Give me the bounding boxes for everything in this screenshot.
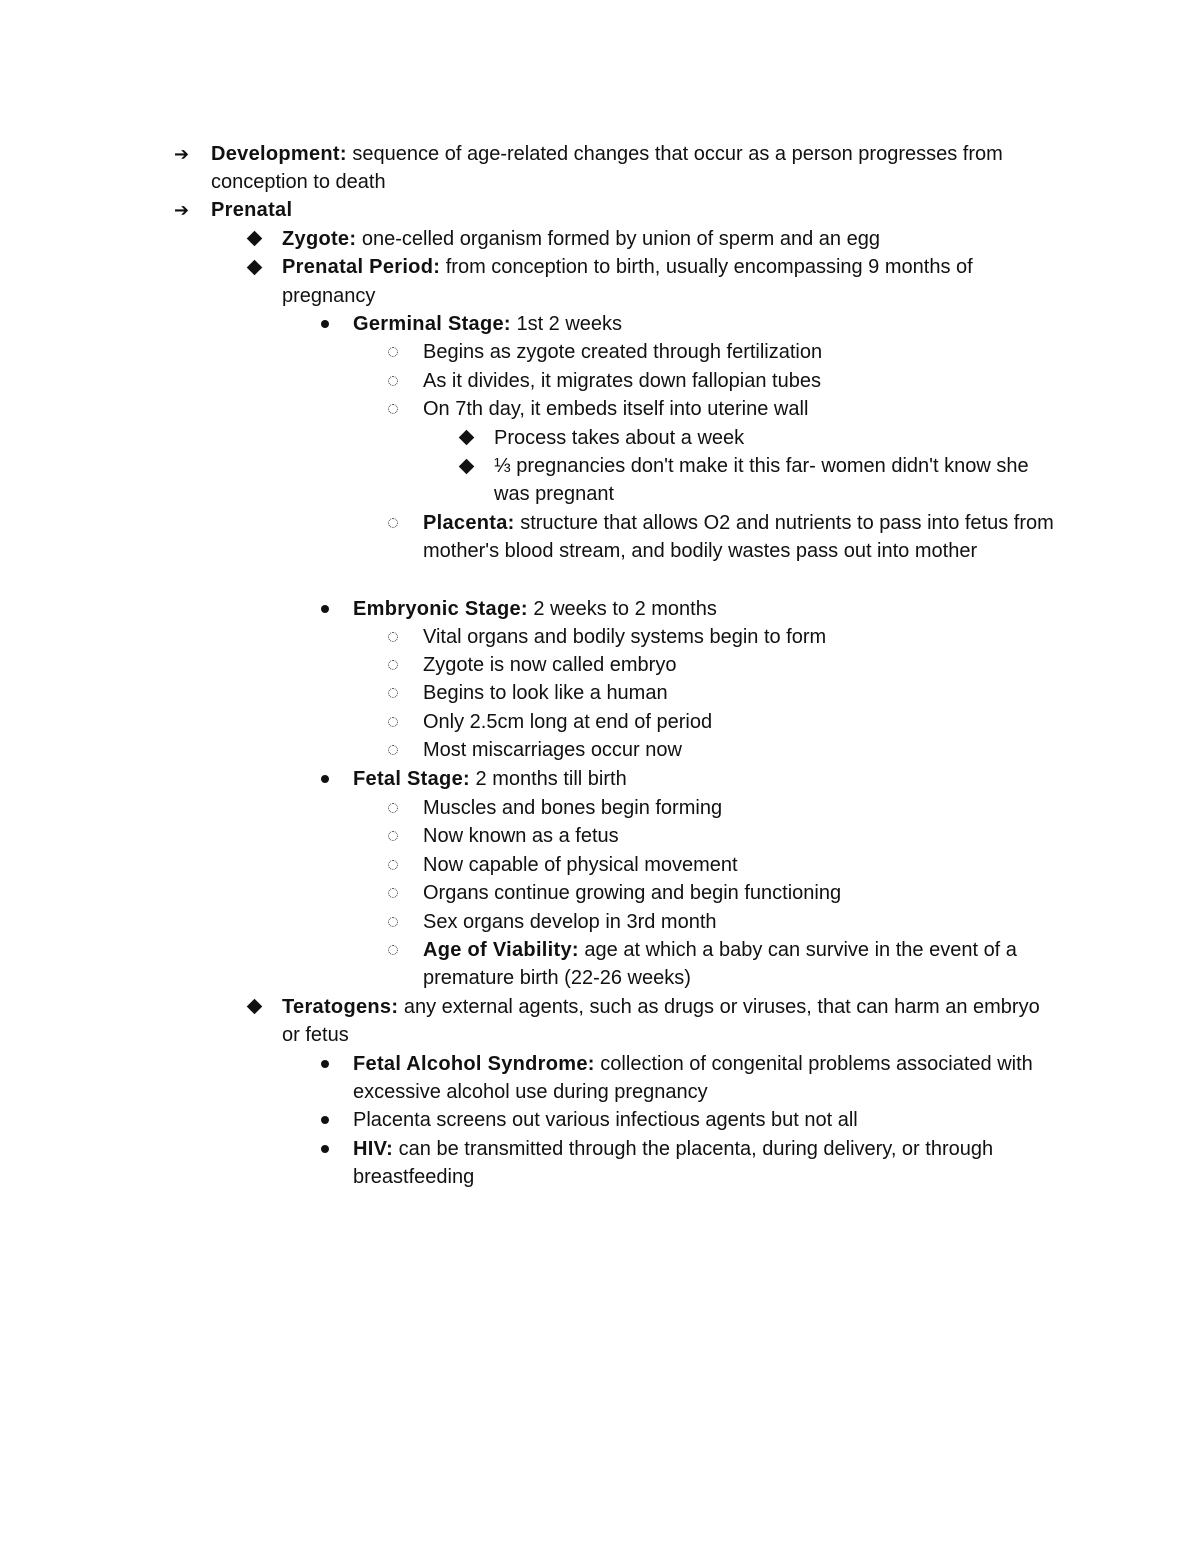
list-item [353,595,1053,623]
definition: from conception to birth, usually encompassing 9 months of pregnancy [282,256,973,307]
ring-bullet-icon [387,908,411,936]
item-text: Only 2.5cm long at end of period [423,710,713,733]
list-item [423,794,1058,822]
dot-bullet-icon [320,1135,344,1163]
list-item [423,679,1058,707]
list-item [353,765,1053,793]
definition: one-celled organism formed by union of sperm and an egg [356,227,880,250]
item-text: Begins as zygote created through fertilization [423,341,823,364]
item-text: ⅓ pregnancies don't make it this far- women didn't know she was pregnant [494,454,1029,506]
diamond-bullet-icon [247,225,271,253]
definition: 2 months till birth [469,767,627,790]
list-item [423,338,1058,366]
item-text: As it divides, it migrates down fallopian tubes [423,369,821,392]
term: Prenatal [211,199,293,222]
definition: 2 weeks to 2 months [527,597,717,620]
item-text: Placenta screens out various infectious agents but not all [353,1109,858,1132]
list-item [423,736,1058,764]
ring-bullet-icon [387,338,411,366]
arrow-bullet-icon: ➔ [174,143,190,164]
list-item [353,1106,1053,1134]
list-item [282,253,1054,310]
item-text: Now capable of physical movement [423,853,738,876]
ring-bullet-icon [387,794,411,822]
item-text: Now known as a fetus [423,825,619,848]
item-text: Muscles and bones begin forming [423,796,723,819]
term: Fetal Stage: [353,767,470,790]
diamond-bullet-icon [459,452,483,480]
item-text: Sex organs develop in 3rd month [423,910,717,933]
list-item [494,424,1050,452]
list-item [423,851,1058,879]
dot-bullet-icon [320,310,344,338]
diamond-bullet-icon [247,253,271,281]
list-item [423,395,1058,423]
ring-bullet-icon [387,679,411,707]
diamond-bullet-icon [459,424,483,452]
ring-bullet-icon [387,736,411,764]
dot-bullet-icon [320,595,344,623]
list-item [282,993,1054,1050]
dot-bullet-icon [320,1106,344,1134]
item-text: Zygote is now called embryo [423,653,677,676]
term: Fetal Alcohol Syndrome: [353,1052,595,1075]
ring-bullet-icon [387,623,411,651]
term: HIV: [353,1137,394,1160]
list-item [423,623,1058,651]
term: Embryonic Stage: [353,597,528,620]
list-item [423,651,1058,679]
list-item [423,367,1058,395]
diamond-bullet-icon [247,993,271,1021]
list-item [353,1050,1053,1107]
ring-bullet-icon [387,395,411,423]
item-text: On 7th day, it embeds itself into uterine wall [423,398,809,421]
list-item [174,196,1041,224]
list-item [423,509,1058,566]
definition: can be transmitted through the placenta, during delivery, or through breastfeeding [353,1137,994,1189]
definition: 1st 2 weeks [510,312,623,335]
list-item [423,822,1058,850]
list-item [282,225,1054,253]
list-item [423,879,1058,907]
dot-bullet-icon [320,765,344,793]
term: Zygote: [282,227,357,250]
list-item [494,452,1050,509]
ring-bullet-icon [387,936,411,964]
dot-bullet-icon [320,1050,344,1078]
list-item [423,908,1058,936]
definition: age at which a baby can survive in the event of a premature birth (22-26 weeks) [423,938,1017,990]
term: Age of Viability: [423,938,579,961]
term: Development: [211,142,347,165]
term: Germinal Stage: [353,312,511,335]
definition: collection of congenital problems associated with excessive alcohol use during pregnancy [353,1052,1033,1103]
ring-bullet-icon [387,367,411,395]
item-text: Organs continue growing and begin functioning [423,882,842,905]
ring-bullet-icon [387,879,411,907]
list-item [423,936,1058,993]
arrow-bullet-icon: ➔ [174,200,190,221]
term: Teratogens: [282,995,399,1018]
list-item [423,708,1058,736]
list-item [174,140,1041,197]
item-text: Begins to look like a human [423,682,668,705]
definition: any external agents, such as drugs or viruses, that can harm an embryo or fetus [282,995,1040,1047]
definition: sequence of age-related changes that occur as a person progresses from conception to death [211,142,1003,193]
definition: structure that allows O2 and nutrients to pass into fetus from mother's blood stream, and bodily wastes pass out into mother [423,511,1054,563]
term: Placenta: [423,511,515,534]
item-text: Process takes about a week [494,426,745,449]
term: Prenatal Period: [282,256,441,279]
ring-bullet-icon [387,509,411,537]
ring-bullet-icon [387,822,411,850]
ring-bullet-icon [387,708,411,736]
item-text: Vital organs and bodily systems begin to form [423,625,827,648]
ring-bullet-icon [387,651,411,679]
list-item [353,1135,1053,1192]
list-item [353,310,1053,338]
item-text: Most miscarriages occur now [423,739,682,762]
ring-bullet-icon [387,851,411,879]
